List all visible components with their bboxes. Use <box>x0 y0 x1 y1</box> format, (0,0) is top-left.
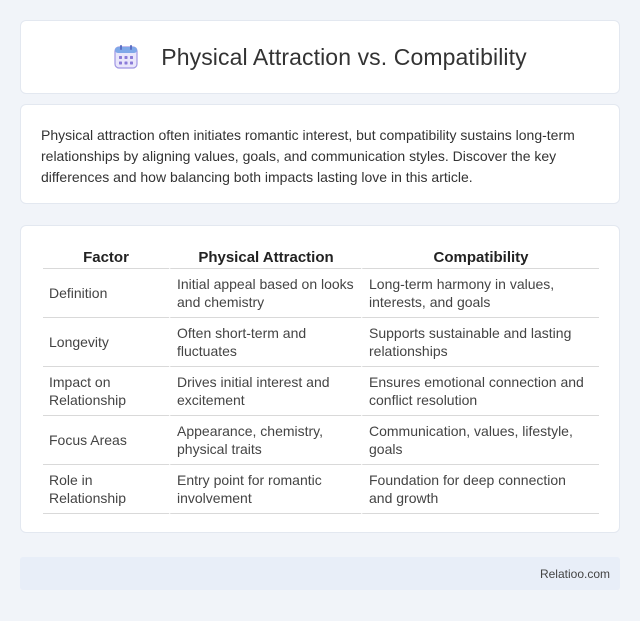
column-header-compatibility: Compatibility <box>361 244 599 269</box>
table-cell-physical-attraction: Appearance, chemistry, physical traits <box>169 416 361 465</box>
table-row <box>43 318 599 367</box>
footer-site-link[interactable]: Relatioo.com <box>539 566 610 581</box>
table-row <box>43 465 599 514</box>
table-cell-compatibility: Supports sustainable and lasting relationships <box>361 318 599 367</box>
column-header-physical-attraction: Physical Attraction <box>169 244 361 269</box>
table-cell-factor: Longevity <box>43 318 169 367</box>
comparison-table <box>43 244 599 514</box>
table-cell-physical-attraction: Often short-term and fluctuates <box>169 318 361 367</box>
table-header-row <box>43 244 599 269</box>
table-cell-compatibility: Communication, values, lifestyle, goals <box>361 416 599 465</box>
table-row <box>43 416 599 465</box>
intro-paragraph: Physical attraction often initiates romantic interest, but compatibility sustains long-term relationships by aligning values, goals, and communication styles. Discover the key differences and how balancing both impacts lasting love in this article. <box>41 127 575 185</box>
footer-bar <box>20 557 620 590</box>
calendar-icon <box>113 44 139 70</box>
table-cell-factor: Role in Relationship <box>43 465 169 514</box>
table-cell-physical-attraction: Entry point for romantic involvement <box>169 465 361 514</box>
table-cell-compatibility: Foundation for deep connection and growth <box>361 465 599 514</box>
column-header-factor: Factor <box>43 244 169 269</box>
table-row <box>43 269 599 318</box>
table-cell-compatibility: Ensures emotional connection and conflict resolution <box>361 367 599 416</box>
table-row <box>43 367 599 416</box>
table-cell-compatibility: Long-term harmony in values, interests, and goals <box>361 269 599 318</box>
comparison-table-card <box>20 225 620 533</box>
table-cell-factor: Focus Areas <box>43 416 169 465</box>
table-cell-physical-attraction: Initial appeal based on looks and chemistry <box>169 269 361 318</box>
title-card <box>20 20 620 94</box>
intro-card <box>20 104 620 204</box>
table-cell-physical-attraction: Drives initial interest and excitement <box>169 367 361 416</box>
page-title: Physical Attraction vs. Compatibility <box>161 43 527 70</box>
table-cell-factor: Definition <box>43 269 169 318</box>
table-cell-factor: Impact on Relationship <box>43 367 169 416</box>
